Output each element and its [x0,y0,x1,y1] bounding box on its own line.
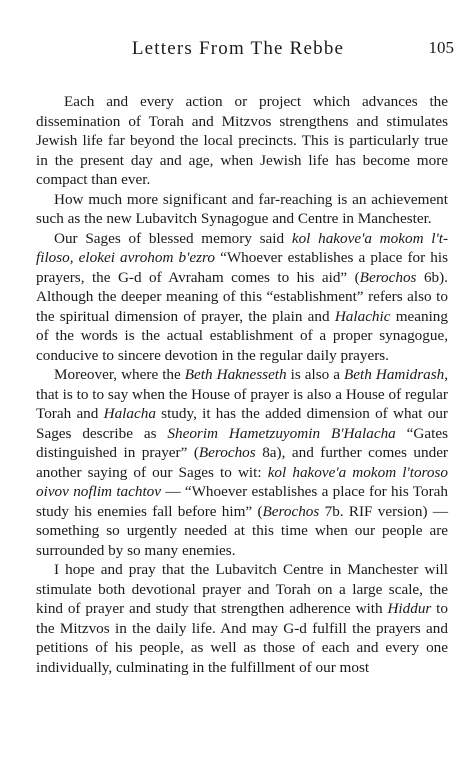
text-run: is also a [286,366,345,383]
paragraph-5 [36,560,448,677]
text-run: “Gates distinguished in prayer” ( [36,424,449,461]
italic-term: Halacha [103,405,156,422]
text-run: 6b). Although the deeper meaning of this “establishment” refers also to the spiritual dimension of prayer, the plain and [36,268,448,325]
text-run: study, it has the added dimension of what our Sages describe as [36,405,448,442]
italic-term: Sheorim Hametzuyomin B'Halacha [167,424,396,442]
page-number: 105 [428,38,454,57]
italic-term: kol hakove'a mokom l't-filoso, elokei avrohom b'ezro [36,229,448,266]
paragraph-2 [36,190,448,229]
italic-term: Halachic [334,307,391,325]
italic-term: Berochos [262,502,320,520]
italic-term: Beth Hamidrash [344,366,445,383]
page-header [0,38,476,68]
italic-term: Hiddur [387,600,432,617]
text-run: , that is to to say when the House of prayer is also a House of regular Torah and [36,366,449,422]
body-text [36,92,448,677]
text-run: Each and every action or project which advances the dissemination of Torah and Mitzvos strengthens and stimulates Jewish life far beyond the local precincts. This is particularly true in the present day and age, when Jewish life has become more compact than ever. [36,93,448,188]
paragraph-1 [36,92,448,190]
italic-term: kol hakove'a mokom l'toroso oivov noflim tachtov [36,463,448,500]
running-title: Letters From The Rebbe [131,38,345,59]
text-run: 7b. RIF version) — something so urgently needed at this time when our people are surrounded by so many enemies. [36,502,449,559]
text-run: to the Mitzvos in the daily life. And may G-d fulfill the prayers and petitions of his people, as well as those of each and every one individually, culminating in the fulfillment of our most [36,600,448,676]
italic-term: Berochos [198,444,256,461]
text-run: Moreover, where the [54,366,185,383]
italic-term: Beth Haknesseth [184,366,287,383]
text-run: — “Whoever establishes a place for his Torah study his enemies fall before him” ( [36,483,449,520]
paragraph-4 [36,365,448,560]
text-run: “Whoever establishes a place for his prayers, the G-d of Avraham comes to his aid” ( [36,249,448,286]
text-run: 8a), and further comes under another saying of our Sages to wit: [36,444,448,481]
text-run: I hope and pray that the Lubavitch Centre in Manchester will stimulate both devotional prayer and Torah on a large scale, the kind of prayer and study that strengthen adherence with [36,561,448,617]
paragraph-3 [36,229,448,366]
text-run: Our Sages of blessed memory said [54,229,292,247]
text-run: meaning of the words is the actual establishment of a proper synagogue, conducive to sincere devotion in the regular daily prayers. [36,307,448,364]
italic-term: Berochos [359,268,417,286]
text-run: How much more significant and far-reaching is an achievement such as the new Lubavitch Synagogue and Centre in Manchester. [36,190,448,227]
